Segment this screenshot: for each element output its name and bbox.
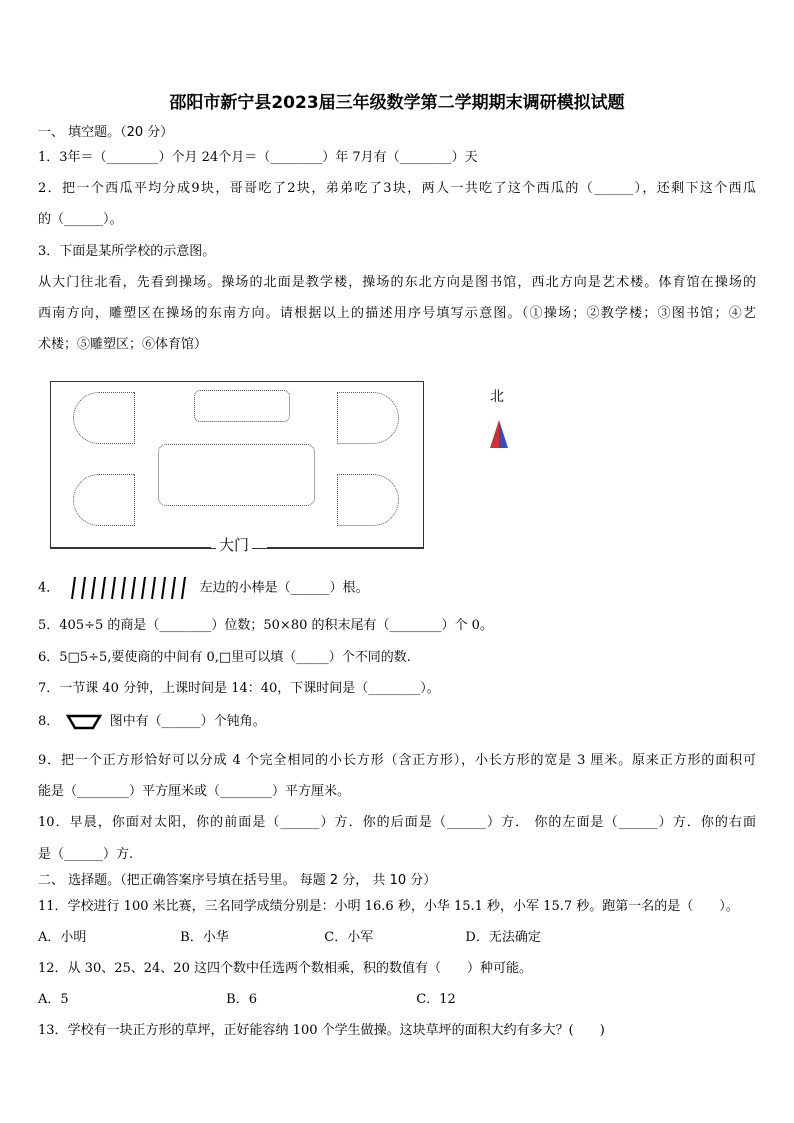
question-3-line-1: 3．下面是某所学校的示意图。: [38, 244, 216, 259]
option-a: A．5: [38, 992, 69, 1007]
question-11: 11．学校进行 100 米比赛，三名同学成绩分别是：小明 16.6 秒，小华 15.1 秒，小军 15.7 秒。跑第一名的是（ ）。: [38, 899, 739, 914]
map-slot-northwest: [73, 392, 135, 444]
question-7: 7．一节课 40 分钟，上课时间是 14：40，下课时间是（________）。: [38, 681, 440, 696]
question-5: 5．405÷5 的商是（________）位数；50×80 的积末尾有（________）个 0。: [38, 618, 493, 633]
gate-label: 大门: [216, 534, 252, 555]
section-1-heading: 一、 填空题。（20 分）: [38, 125, 174, 140]
option-c: C．小军: [324, 930, 374, 945]
question-2-line-1: 2．把一个西瓜平均分成9块，哥哥吃了2块，弟弟吃了3块，两人一共吃了这个西瓜的（______），还剩下这个西瓜: [38, 181, 756, 196]
question-3-line-4: 术楼；⑤雕塑区；⑥体育馆）: [38, 337, 208, 352]
gate-wall-right: [267, 547, 423, 548]
page-title: 邵阳市新宁县2023届三年级数学第二学期期末调研模拟试题: [169, 93, 625, 113]
question-4: [38, 575, 369, 601]
question-10-line-1: 10．早晨，你面对太阳，你的前面是（______）方．你的后面是（______）方． 你的左面是（______）方．你的右面: [38, 815, 756, 830]
question-10-line-2: 是（______）方.: [38, 847, 134, 862]
question-8-number: 8．: [38, 714, 60, 729]
option-c: C．12: [416, 992, 456, 1007]
trapezoid-icon: [66, 713, 102, 731]
question-12: 12．从 30、25、24、20 这四个数中任选两个数相乘，积的数值有（ ）种可能。: [38, 961, 532, 976]
option-d: D．无法确定: [465, 930, 541, 945]
question-4-number: 4．: [38, 580, 60, 596]
map-slot-northeast: [337, 392, 399, 444]
section-2-heading: 二、 选择题。（把正确答案序号填在括号里。 每题 2 分， 共 10 分）: [38, 873, 437, 888]
option-a: A．小明: [38, 930, 87, 945]
school-map: [50, 381, 424, 554]
map-slot-southeast: [337, 474, 399, 526]
north-arrow-icon: [488, 418, 510, 450]
question-9-line-2: 能是（________）平方厘米或（________）平方厘米。: [38, 784, 351, 799]
question-11-options: [38, 926, 541, 945]
north-label: 北: [490, 389, 504, 405]
question-12-options: [38, 988, 456, 1007]
map-slot-north: [194, 390, 290, 422]
map-slot-southwest: [73, 474, 135, 526]
question-9-line-1: 9．把一个正方形恰好可以分成 4 个完全相同的小长方形（含正方形），小长方形的宽是 3 厘米。原来正方形的面积可: [38, 753, 756, 768]
question-13: 13．学校有一块正方形的草坪，正好能容纳 100 个学生做操。这块草坪的面积大约有多大？( ): [38, 1023, 605, 1038]
gate-wall-left: [51, 547, 211, 548]
map-slot-center: [158, 444, 315, 506]
sticks-icon: [66, 575, 192, 601]
question-4-text: 左边的小棒是（______）根。: [199, 580, 369, 596]
question-6: 6．5□5÷5,要使商的中间有 0,□里可以填（_____）个不同的数.: [38, 650, 411, 665]
question-8: [38, 710, 266, 731]
question-3-line-2: 从大门往北看，先看到操场。操场的北面是教学楼，操场的东北方向是图书馆，西北方向是艺术楼。体育馆在操场的: [38, 275, 756, 290]
question-2-line-2: 的（______）。: [38, 212, 123, 227]
question-1: 1．3年＝（________）个月 24个月＝（________）年 7月有（________）天: [38, 150, 478, 165]
question-3-line-3: 西南方向，雕塑区在操场的东南方向。请根据以上的描述用序号填写示意图。（①操场；②教学楼；③图书馆；④艺: [38, 306, 756, 321]
option-b: B．6: [226, 992, 257, 1007]
option-b: B．小华: [180, 930, 229, 945]
question-8-text: 图中有（______）个钝角。: [109, 714, 266, 729]
